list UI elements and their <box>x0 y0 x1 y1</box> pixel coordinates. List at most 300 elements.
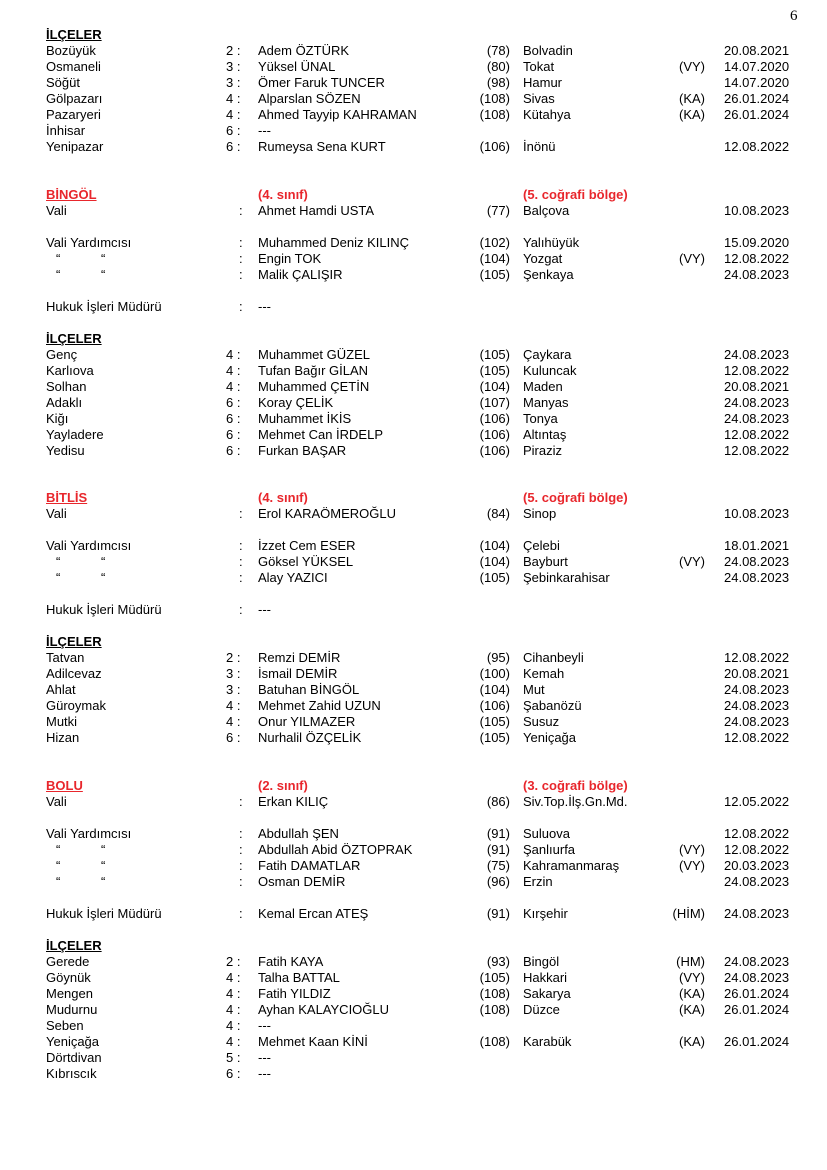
ditto-mark: “ <box>56 267 61 282</box>
sicil-number: (98) <box>486 75 510 90</box>
governor-row <box>0 203 827 219</box>
person-name: Ömer Faruk TUNCER <box>258 75 385 90</box>
geographic-region: (5. coğrafi bölge) <box>523 490 628 505</box>
previous-post: Balçova <box>523 203 570 218</box>
deputy-governor-row <box>0 554 827 570</box>
governor-label: Vali <box>46 506 67 521</box>
person-name: Göksel YÜKSEL <box>258 554 354 569</box>
province-name: BİNGÖL <box>46 187 97 202</box>
person-name: Ayhan KALAYCIOĞLU <box>258 1002 390 1017</box>
district-name: Osmaneli <box>46 59 101 74</box>
person-name: --- <box>258 123 271 138</box>
appointment-date: 12.08.2022 <box>724 730 790 745</box>
district-class: 4 : <box>226 698 241 713</box>
person-name: Engin TOK <box>258 251 322 266</box>
colon: : <box>239 570 243 585</box>
person-name: --- <box>258 602 271 617</box>
person-name: İzzet Cem ESER <box>258 538 356 553</box>
assignment-note: (KA) <box>679 1002 705 1017</box>
previous-post: Hamur <box>523 75 563 90</box>
previous-post: İnönü <box>523 139 556 154</box>
deputy-governor-label: Vali Yardımcısı <box>46 826 132 841</box>
previous-post: Çelebi <box>523 538 560 553</box>
appointment-date: 15.09.2020 <box>724 235 790 250</box>
district-name: Mengen <box>46 986 93 1001</box>
district-row <box>0 363 827 379</box>
assignment-note: (HM) <box>676 954 705 969</box>
district-name: Adaklı <box>46 395 83 410</box>
appointment-date: 24.08.2023 <box>724 554 790 569</box>
ditto-mark: “ <box>101 251 106 266</box>
legal-affairs-row <box>0 299 827 315</box>
previous-post: Yozgat <box>523 251 563 266</box>
sicil-number: (105) <box>479 570 510 585</box>
previous-post: Hakkari <box>523 970 568 985</box>
person-name: Yüksel ÜNAL <box>258 59 336 74</box>
colon: : <box>239 235 243 250</box>
previous-post: Maden <box>523 379 563 394</box>
colon: : <box>239 203 243 218</box>
previous-post: Karabük <box>523 1034 572 1049</box>
district-class: 3 : <box>226 666 241 681</box>
district-class: 4 : <box>226 347 241 362</box>
sicil-number: (84) <box>486 506 510 521</box>
section-header <box>0 938 827 954</box>
appointment-date: 26.01.2024 <box>724 1002 790 1017</box>
previous-post: Bingöl <box>523 954 560 969</box>
previous-post: Şenkaya <box>523 267 574 282</box>
district-name: Söğüt <box>46 75 80 90</box>
deputy-governor-row <box>0 842 827 858</box>
legal-affairs-row <box>0 602 827 618</box>
governor-row <box>0 506 827 522</box>
district-row <box>0 1034 827 1050</box>
assignment-note: (VY) <box>679 842 705 857</box>
appointment-date: 10.08.2023 <box>724 203 790 218</box>
district-row <box>0 91 827 107</box>
sicil-number: (91) <box>486 906 510 921</box>
sicil-number: (102) <box>479 235 510 250</box>
sicil-number: (104) <box>479 538 510 553</box>
province-name: BİTLİS <box>46 490 88 505</box>
ditto-mark: “ <box>101 842 106 857</box>
appointment-date: 20.08.2021 <box>724 666 790 681</box>
appointment-date: 24.08.2023 <box>724 954 790 969</box>
previous-post: Kütahya <box>523 107 571 122</box>
district-name: Yayladere <box>46 427 104 442</box>
previous-post: Kırşehir <box>523 906 568 921</box>
colon: : <box>239 794 243 809</box>
person-name: Onur YILMAZER <box>258 714 356 729</box>
previous-post: Erzin <box>523 874 553 889</box>
previous-post: Tokat <box>523 59 555 74</box>
assignment-note: (KA) <box>679 1034 705 1049</box>
district-name: Güroymak <box>46 698 106 713</box>
person-name: --- <box>258 1066 271 1081</box>
person-name: Muhammet GÜZEL <box>258 347 370 362</box>
district-name: Mutki <box>46 714 78 729</box>
person-name: Talha BATTAL <box>258 970 340 985</box>
ditto-mark: “ <box>101 554 106 569</box>
appointment-date: 24.08.2023 <box>724 970 790 985</box>
appointment-date: 26.01.2024 <box>724 91 790 106</box>
person-name: Fatih DAMATLAR <box>258 858 361 873</box>
district-row <box>0 427 827 443</box>
district-name: Yenipazar <box>46 139 104 154</box>
appointment-date: 26.01.2024 <box>724 986 790 1001</box>
province-class: (4. sınıf) <box>258 187 308 202</box>
appointment-date: 24.08.2023 <box>724 395 790 410</box>
previous-post: Altıntaş <box>523 427 567 442</box>
district-class: 4 : <box>226 379 241 394</box>
district-class: 3 : <box>226 59 241 74</box>
appointment-date: 24.08.2023 <box>724 698 790 713</box>
sicil-number: (96) <box>486 874 510 889</box>
person-name: --- <box>258 1050 271 1065</box>
person-name: Tufan Bağır GİLAN <box>258 363 369 378</box>
district-row <box>0 970 827 986</box>
sicil-number: (105) <box>479 347 510 362</box>
appointment-date: 12.08.2022 <box>724 139 790 154</box>
sicil-number: (108) <box>479 1002 510 1017</box>
district-name: Hizan <box>46 730 80 745</box>
person-name: Nurhalil ÖZÇELİK <box>258 730 362 745</box>
province-header <box>0 187 827 203</box>
governor-label: Vali <box>46 203 67 218</box>
sicil-number: (80) <box>486 59 510 74</box>
district-name: Genç <box>46 347 78 362</box>
district-row <box>0 59 827 75</box>
district-class: 5 : <box>226 1050 241 1065</box>
sicil-number: (91) <box>486 842 510 857</box>
district-class: 2 : <box>226 954 241 969</box>
assignment-note: (KA) <box>679 91 705 106</box>
deputy-governor-row <box>0 235 827 251</box>
appointment-date: 24.08.2023 <box>724 411 790 426</box>
appointment-date: 12.08.2022 <box>724 443 790 458</box>
deputy-governor-row <box>0 858 827 874</box>
appointment-date: 24.08.2023 <box>724 570 790 585</box>
district-class: 6 : <box>226 395 241 410</box>
colon: : <box>239 906 243 921</box>
person-name: Mehmet Can İRDELP <box>258 427 383 442</box>
ilceler-heading: İLÇELER <box>46 27 102 42</box>
district-row <box>0 43 827 59</box>
district-name: Ahlat <box>46 682 76 697</box>
district-class: 6 : <box>226 443 241 458</box>
appointment-date: 24.08.2023 <box>724 682 790 697</box>
previous-post: Sakarya <box>523 986 571 1001</box>
appointment-date: 12.08.2022 <box>724 842 790 857</box>
district-class: 6 : <box>226 1066 241 1081</box>
person-name: Adem ÖZTÜRK <box>258 43 350 58</box>
district-row <box>0 379 827 395</box>
governor-row <box>0 794 827 810</box>
person-name: Remzi DEMİR <box>258 650 341 665</box>
previous-post: Şebinkarahisar <box>523 570 610 585</box>
district-class: 4 : <box>226 91 241 106</box>
colon: : <box>239 842 243 857</box>
sicil-number: (104) <box>479 554 510 569</box>
sicil-number: (105) <box>479 363 510 378</box>
district-row <box>0 1050 827 1066</box>
appointment-date: 24.08.2023 <box>724 347 790 362</box>
district-name: İnhisar <box>46 123 86 138</box>
province-class: (4. sınıf) <box>258 490 308 505</box>
geographic-region: (3. coğrafi bölge) <box>523 778 628 793</box>
deputy-governor-label: Vali Yardımcısı <box>46 235 132 250</box>
person-name: Osman DEMİR <box>258 874 346 889</box>
sicil-number: (95) <box>486 650 510 665</box>
district-class: 4 : <box>226 714 241 729</box>
deputy-governor-row <box>0 570 827 586</box>
district-class: 3 : <box>226 682 241 697</box>
district-name: Mudurnu <box>46 1002 98 1017</box>
ditto-mark: “ <box>101 858 106 873</box>
previous-post: Yeniçağa <box>523 730 577 745</box>
district-row <box>0 1002 827 1018</box>
sicil-number: (106) <box>479 427 510 442</box>
appointment-date: 20.03.2023 <box>724 858 790 873</box>
sicil-number: (108) <box>479 107 510 122</box>
ditto-mark: “ <box>56 570 61 585</box>
district-row <box>0 411 827 427</box>
previous-post: Şabanözü <box>523 698 582 713</box>
section-header <box>0 331 827 347</box>
ditto-mark: “ <box>101 874 106 889</box>
ditto-mark: “ <box>56 251 61 266</box>
sicil-number: (104) <box>479 251 510 266</box>
person-name: Ahmed Tayyip KAHRAMAN <box>258 107 417 122</box>
district-class: 6 : <box>226 730 241 745</box>
previous-post: Tonya <box>523 411 558 426</box>
sicil-number: (107) <box>479 395 510 410</box>
colon: : <box>239 826 243 841</box>
person-name: Muhammed ÇETİN <box>258 379 370 394</box>
person-name: Erkan KILIÇ <box>258 794 329 809</box>
district-row <box>0 107 827 123</box>
appointment-date: 26.01.2024 <box>724 1034 790 1049</box>
appointment-date: 12.08.2022 <box>724 363 790 378</box>
colon: : <box>239 554 243 569</box>
previous-post: Mut <box>523 682 545 697</box>
page-number: 6 <box>790 8 798 24</box>
appointment-date: 20.08.2021 <box>724 379 790 394</box>
assignment-note: (KA) <box>679 107 705 122</box>
district-name: Kiğı <box>46 411 69 426</box>
ditto-mark: “ <box>56 842 61 857</box>
district-name: Seben <box>46 1018 84 1033</box>
district-class: 4 : <box>226 363 241 378</box>
assignment-note: (VY) <box>679 554 705 569</box>
person-name: Abdullah ŞEN <box>258 826 339 841</box>
district-name: Bozüyük <box>46 43 96 58</box>
colon: : <box>239 858 243 873</box>
district-name: Gölpazarı <box>46 91 103 106</box>
district-name: Kıbrıscık <box>46 1066 97 1081</box>
previous-post: Yalıhüyük <box>523 235 580 250</box>
person-name: Alay YAZICI <box>258 570 328 585</box>
sicil-number: (100) <box>479 666 510 681</box>
district-name: Dörtdivan <box>46 1050 102 1065</box>
person-name: Furkan BAŞAR <box>258 443 347 458</box>
person-name: Muhammed Deniz KILINÇ <box>258 235 409 250</box>
district-name: Yeniçağa <box>46 1034 100 1049</box>
district-row <box>0 75 827 91</box>
district-row <box>0 698 827 714</box>
sicil-number: (86) <box>486 794 510 809</box>
district-row <box>0 123 827 139</box>
person-name: Muhammet İKİS <box>258 411 352 426</box>
person-name: Rumeysa Sena KURT <box>258 139 386 154</box>
district-class: 6 : <box>226 427 241 442</box>
previous-post: Sivas <box>523 91 555 106</box>
appointment-date: 24.08.2023 <box>724 714 790 729</box>
person-name: Mehmet Kaan KİNİ <box>258 1034 368 1049</box>
colon: : <box>239 251 243 266</box>
appointment-date: 14.07.2020 <box>724 59 790 74</box>
district-name: Solhan <box>46 379 87 394</box>
district-row <box>0 650 827 666</box>
sicil-number: (108) <box>479 986 510 1001</box>
previous-post: Bayburt <box>523 554 568 569</box>
sicil-number: (105) <box>479 267 510 282</box>
ilceler-heading: İLÇELER <box>46 938 102 953</box>
district-class: 4 : <box>226 970 241 985</box>
sicil-number: (106) <box>479 698 510 713</box>
person-name: Fatih KAYA <box>258 954 324 969</box>
deputy-governor-row <box>0 251 827 267</box>
person-name: Ahmet Hamdi USTA <box>258 203 375 218</box>
ditto-mark: “ <box>56 554 61 569</box>
district-row <box>0 714 827 730</box>
district-class: 4 : <box>226 986 241 1001</box>
sicil-number: (106) <box>479 139 510 154</box>
district-row <box>0 986 827 1002</box>
ditto-mark: “ <box>56 858 61 873</box>
district-row <box>0 395 827 411</box>
district-class: 2 : <box>226 650 241 665</box>
sicil-number: (104) <box>479 682 510 697</box>
district-row <box>0 1018 827 1034</box>
district-name: Pazaryeri <box>46 107 101 122</box>
district-name: Yedisu <box>46 443 85 458</box>
colon: : <box>239 538 243 553</box>
province-header <box>0 490 827 506</box>
assignment-note: (VY) <box>679 59 705 74</box>
ilceler-heading: İLÇELER <box>46 634 102 649</box>
district-row <box>0 954 827 970</box>
district-row <box>0 682 827 698</box>
assignment-note: (VY) <box>679 970 705 985</box>
person-name: Alparslan SÖZEN <box>258 91 361 106</box>
district-class: 6 : <box>226 411 241 426</box>
colon: : <box>239 299 243 314</box>
sicil-number: (106) <box>479 411 510 426</box>
deputy-governor-row <box>0 267 827 283</box>
sicil-number: (105) <box>479 730 510 745</box>
appointment-date: 10.08.2023 <box>724 506 790 521</box>
appointment-date: 14.07.2020 <box>724 75 790 90</box>
legal-affairs-label: Hukuk İşleri Müdürü <box>46 602 162 617</box>
province-class: (2. sınıf) <box>258 778 308 793</box>
section-header <box>0 27 827 43</box>
appointment-date: 24.08.2023 <box>724 906 790 921</box>
district-class: 4 : <box>226 1002 241 1017</box>
district-name: Tatvan <box>46 650 85 665</box>
previous-post: Düzce <box>523 1002 560 1017</box>
legal-affairs-label: Hukuk İşleri Müdürü <box>46 906 162 921</box>
appointment-date: 18.01.2021 <box>724 538 790 553</box>
appointment-date: 12.05.2022 <box>724 794 790 809</box>
district-class: 4 : <box>226 1034 241 1049</box>
previous-post: Sinop <box>523 506 557 521</box>
appointment-date: 24.08.2023 <box>724 874 790 889</box>
appointment-date: 12.08.2022 <box>724 427 790 442</box>
district-row <box>0 347 827 363</box>
deputy-governor-row <box>0 874 827 890</box>
appointment-date: 12.08.2022 <box>724 251 790 266</box>
geographic-region: (5. coğrafi bölge) <box>523 187 628 202</box>
appointment-date: 26.01.2024 <box>724 107 790 122</box>
person-name: İsmail DEMİR <box>258 666 338 681</box>
deputy-governor-label: Vali Yardımcısı <box>46 538 132 553</box>
district-class: 6 : <box>226 139 241 154</box>
assignment-note: (HİM) <box>672 906 705 921</box>
person-name: --- <box>258 1018 271 1033</box>
appointment-date: 20.08.2021 <box>724 43 790 58</box>
appointment-date: 12.08.2022 <box>724 826 790 841</box>
sicil-number: (93) <box>486 954 510 969</box>
previous-post: Kuluncak <box>523 363 577 378</box>
colon: : <box>239 506 243 521</box>
district-class: 6 : <box>226 123 241 138</box>
colon: : <box>239 602 243 617</box>
district-row <box>0 730 827 746</box>
appointment-date: 12.08.2022 <box>724 650 790 665</box>
deputy-governor-row <box>0 826 827 842</box>
district-row <box>0 666 827 682</box>
ditto-mark: “ <box>56 874 61 889</box>
assignment-note: (VY) <box>679 858 705 873</box>
province-name: BOLU <box>46 778 83 793</box>
sicil-number: (106) <box>479 443 510 458</box>
district-row <box>0 443 827 459</box>
person-name: Kemal Ercan ATEŞ <box>258 906 369 921</box>
ditto-mark: “ <box>101 267 106 282</box>
province-header <box>0 778 827 794</box>
sicil-number: (104) <box>479 379 510 394</box>
person-name: Koray ÇELİK <box>258 395 334 410</box>
assignment-note: (KA) <box>679 986 705 1001</box>
person-name: --- <box>258 299 271 314</box>
sicil-number: (91) <box>486 826 510 841</box>
deputy-governor-row <box>0 538 827 554</box>
person-name: Batuhan BİNGÖL <box>258 682 360 697</box>
district-row <box>0 1066 827 1082</box>
previous-post: Bolvadin <box>523 43 573 58</box>
district-class: 4 : <box>226 107 241 122</box>
district-class: 2 : <box>226 43 241 58</box>
district-class: 4 : <box>226 1018 241 1033</box>
district-name: Gerede <box>46 954 90 969</box>
sicil-number: (75) <box>486 858 510 873</box>
previous-post: Suluova <box>523 826 570 841</box>
previous-post: Kahramanmaraş <box>523 858 620 873</box>
governor-label: Vali <box>46 794 67 809</box>
sicil-number: (77) <box>486 203 510 218</box>
person-name: Mehmet Zahid UZUN <box>258 698 381 713</box>
